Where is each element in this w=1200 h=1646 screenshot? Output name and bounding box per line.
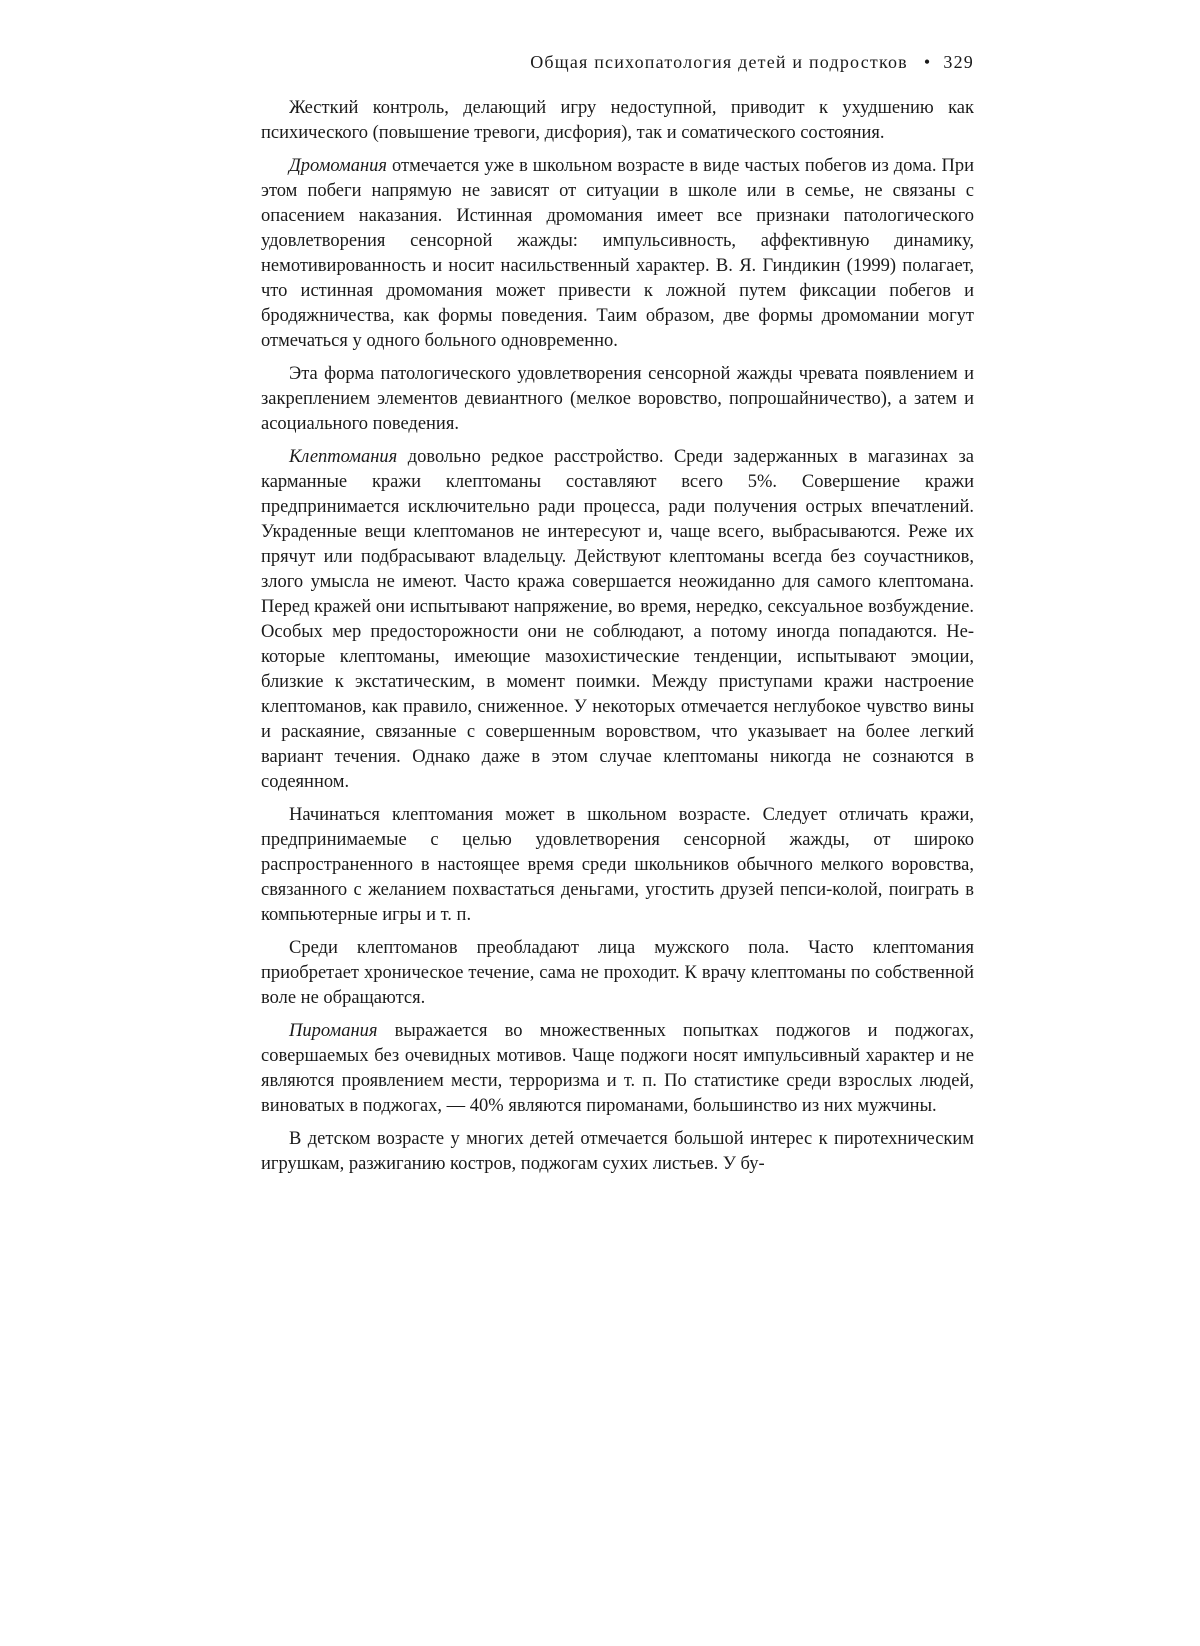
paragraph-3 xyxy=(261,362,974,437)
paragraph-7 xyxy=(261,1019,974,1119)
term-kleptomania: Клептомания xyxy=(289,447,398,467)
paragraph-6 xyxy=(261,936,974,1011)
paragraph-5 xyxy=(261,803,974,928)
paragraph-text: отмечается уже в школьном возрасте в виде частых побегов из дома. При этом побеги напрямую не зависят от ситуации в школе или в семье, не связаны с опасением наказания. Истинная дромомания имеет все признаки патологического удовлетворения сенсорной жажды: импульсивность, аффективную динамику, немотивированность и носит насильственный характер. В. Я. Гиндикин (1999) полагает, что истинная дромомания может привести к ложной путем фиксации побегов и бродяжничества, как формы поведения. Таим образом, две формы дромомании могут отмечаться у одного больного одновременно. xyxy=(261,156,974,351)
book-page xyxy=(261,52,974,1185)
running-head-title: Общая психопатология детей и подростков xyxy=(530,52,908,72)
paragraph-text: Эта форма патологического удовлетворения сенсорной жажды чревата появлением и закреплением элементов девиантного (мелкое воровство, попрошайничество), а затем и асоциального поведения. xyxy=(261,364,974,434)
paragraph-text: Среди клептоманов преобладают лица мужского пола. Часто клептомания приобретает хроническое течение, сама не проходит. К врачу клептоманы по собственной воле не обращаются. xyxy=(261,938,974,1008)
running-head xyxy=(261,52,974,82)
paragraph-text: В детском возрасте у многих детей отмечается большой интерес к пиротехническим игрушкам, разжиганию костров, поджогам сухих листьев. У бу- xyxy=(261,1129,974,1174)
paragraph-4 xyxy=(261,445,974,795)
paragraph-text: Жесткий контроль, делающий игру недоступной, приводит к ухудшению как психического (повышение тревоги, дисфория), так и соматического состояния. xyxy=(261,98,974,143)
paragraph-text: Начинаться клептомания может в школьном возрасте. Следует отличать кражи, предпринимаемые с целью удовлетворения сенсорной жажды, от широко распространенного в настоящее время среди школьников обычного мелкого воровства, связанного с желанием похвастаться деньгами, угостить друзей пепси-колой, поиграть в компьютерные игры и т. п. xyxy=(261,805,974,925)
paragraph-8 xyxy=(261,1127,974,1177)
page-number: 329 xyxy=(943,52,974,72)
paragraph-1 xyxy=(261,96,974,146)
running-head-bullet: • xyxy=(923,52,932,72)
paragraph-text: довольно редкое расстройство. Среди задержанных в магазинах за карманные кражи клептоманы составляют всего 5%. Совершение кражи предпринимается исключительно ради процесса, ради получения острых впечатлений. Украденные вещи клептоманов не интересуют и, чаще всего, выбрасываются. Реже их прячут или подбрасывают владельцу. Действуют клептоманы всегда без соучастников, злого умысла не имеют. Часто кража совершается неожиданно для самого клептомана. Перед кражей они испытывают напряжение, во время, нередко, сексуальное возбуждение. Особых мер предосторожности они не соблюдают, а потому иногда попадаются. Некоторые клептоманы, имеющие мазохистические тенденции, испытывают эмоции, близкие к экстатическим, в момент поимки. Между приступами кражи настроение клептоманов, как правило, сниженное. У некоторых отмечается неглубокое чувство вины и раскаяние, связанные с совершенным воровством, что указывает на более легкий вариант течения. Однако даже в этом случае клептоманы никогда не сознаются в содеянном. xyxy=(261,447,974,792)
term-dromomania: Дромомания xyxy=(289,156,388,176)
paragraph-text: выражается во множественных попытках поджогов и поджогах, совершаемых без очевидных мотивов. Чаще поджоги носят импульсивный характер и не являются проявлением мести, терроризма и т. п. По статистике среди взрослых людей, виноватых в поджогах, — 40% являются пироманами, большинство из них мужчины. xyxy=(261,1021,974,1116)
paragraph-2 xyxy=(261,154,974,354)
term-pyromania: Пиромания xyxy=(289,1021,378,1041)
